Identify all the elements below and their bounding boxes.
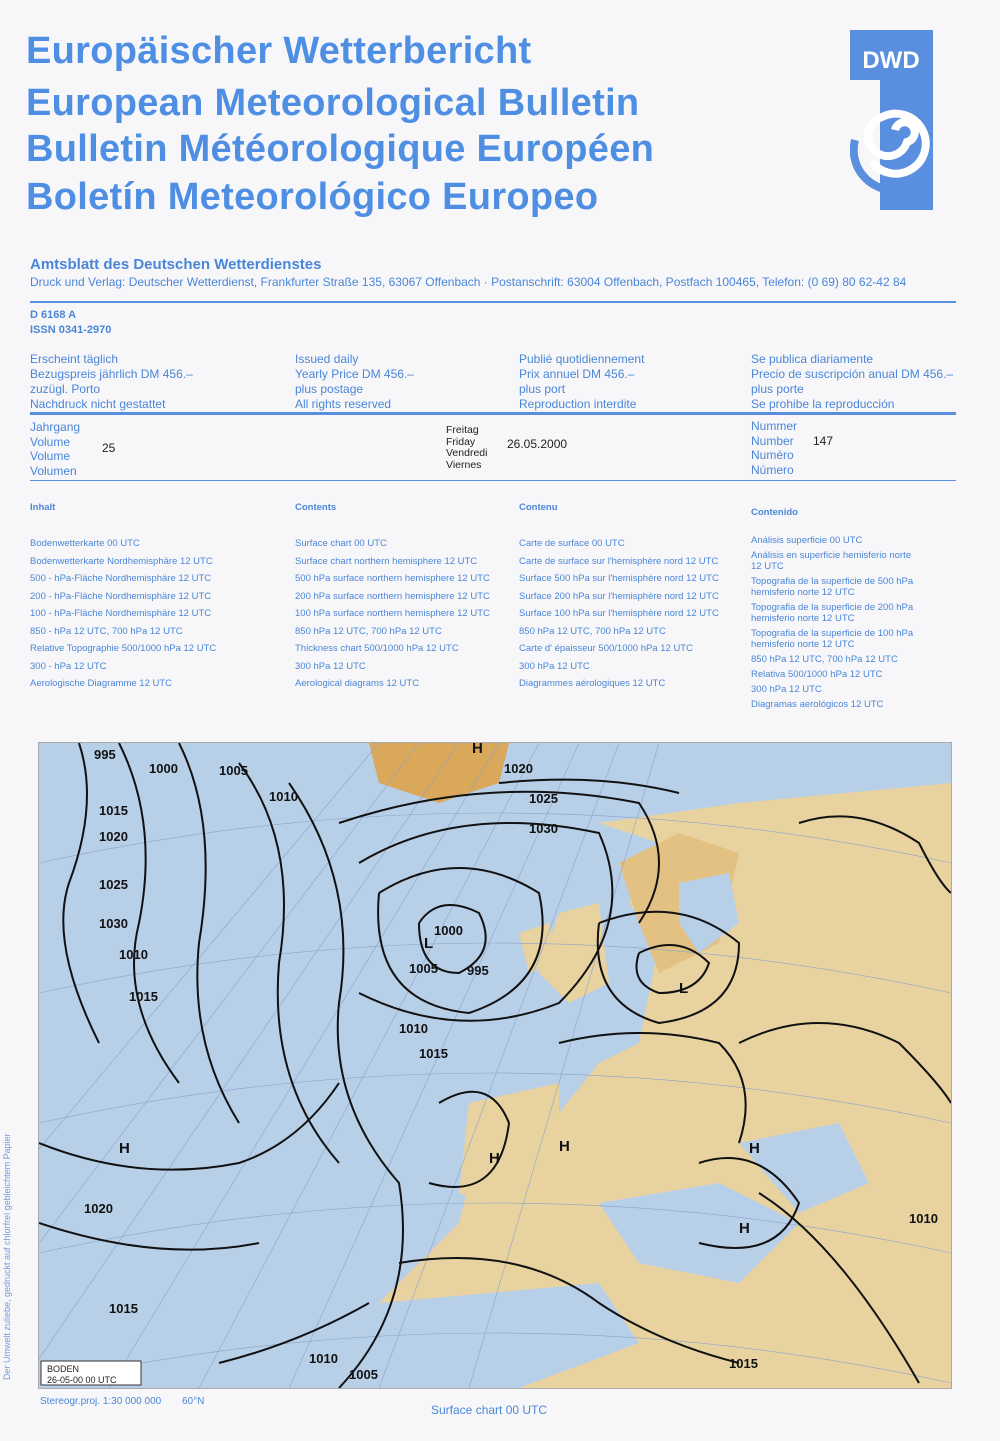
contents-item: 500 - hPa-Fläche Nordhemisphäre 12 UTC: [30, 573, 212, 584]
contents-item: 300 hPa 12 UTC: [751, 684, 822, 695]
issn: ISSN 0341-2970: [30, 324, 112, 336]
label: Volume: [30, 434, 71, 449]
pressure-center: L: [424, 935, 434, 952]
side-note: Der Umwelt zuliebe, gedruckt auf chlorfrei gebleichtem Papier: [2, 1133, 12, 1380]
contents-item: Análisis superficie 00 UTC: [751, 535, 863, 546]
label: Friday: [446, 435, 476, 448]
isobar-value: 1000: [434, 923, 463, 938]
date: 26.05.2000: [507, 437, 568, 451]
isobar-value: 1030: [99, 916, 128, 931]
info-line: Precio de suscripción anual DM 456.–: [751, 367, 954, 381]
contents-item: 850 hPa 12 UTC, 700 hPa 12 UTC: [751, 654, 898, 665]
isobar-value: 1015: [129, 989, 158, 1004]
isobar-value: 1025: [99, 877, 128, 892]
label: Freitag: [446, 424, 479, 436]
contents-item: 300 hPa 12 UTC: [519, 660, 590, 672]
contents-item: Relative Topographie 500/1000 hPa 12 UTC: [30, 643, 217, 654]
label: Number: [751, 433, 794, 448]
isobar-value: 1010: [269, 789, 298, 804]
info-line: Se prohibe la reproducción: [751, 397, 895, 411]
code: D 6168 A: [30, 309, 77, 321]
isobar-value: 1020: [504, 761, 533, 776]
contents-item: Surface 200 hPa sur l'hemisphère nord 12 UTC: [519, 590, 719, 602]
isobar-value: 1015: [99, 803, 128, 818]
info-line: Nachdruck nicht gestattet: [30, 397, 166, 411]
divider: [30, 301, 956, 303]
contents-item: 300 hPa 12 UTC: [295, 660, 366, 672]
latitude: 60°N: [182, 1396, 205, 1407]
isobar-value: 1010: [399, 1021, 428, 1036]
divider: [30, 480, 956, 481]
isobar-value: 1010: [909, 1211, 938, 1226]
contents-item: Topografia de la superficie de 200 hPa hemisferio norte 12 UTC: [751, 602, 914, 624]
pressure-center: H: [739, 1220, 750, 1237]
contents-heading: Contents: [295, 502, 337, 513]
label: Volume: [30, 449, 71, 463]
info-line: zuzügl. Porto: [30, 382, 101, 396]
contents-item: Carte d' épaisseur 500/1000 hPa 12 UTC: [519, 643, 693, 654]
stamp-line: 26-05-00 00 UTC: [47, 1375, 117, 1385]
isobar-value: 1010: [119, 947, 148, 962]
isobar-value: 1015: [419, 1046, 448, 1061]
contents-item: 200 hPa surface northern hemisphere 12 UTC: [295, 590, 490, 602]
title-de: Europäischer Wetterbericht: [26, 30, 532, 72]
isobar-value: 1005: [349, 1367, 378, 1382]
contents-item: 500 hPa surface northern hemisphere 12 UTC: [295, 573, 490, 584]
contents-item: Aerologische Diagramme 12 UTC: [30, 678, 173, 689]
isobar-value: 1005: [409, 961, 438, 976]
isobar-value: 1025: [529, 791, 558, 806]
contents-item: Diagrammes aérologiques 12 UTC: [519, 678, 666, 689]
number-labels: [751, 419, 797, 477]
label: Jahrgang: [30, 420, 81, 434]
title-fr: Bulletin Météorologique Européen: [26, 128, 655, 170]
isobar-value: 1020: [99, 829, 128, 844]
surface-weather-map: [38, 742, 952, 1389]
contents-list: [519, 535, 719, 693]
label: Numéro: [751, 448, 794, 462]
title-en: European Meteorological Bulletin: [26, 82, 640, 124]
stamp-line: BODEN: [47, 1364, 80, 1374]
isobar-value: 1015: [729, 1356, 758, 1371]
label: Nummer: [751, 419, 798, 433]
title-es: Boletín Meteorológico Europeo: [26, 176, 599, 218]
dwd-logo: [850, 30, 933, 210]
divider: [30, 412, 956, 415]
label: Viernes: [446, 458, 482, 471]
contents-item: 100 hPa surface northern hemisphere 12 UTC: [295, 608, 490, 619]
isobar-value: 995: [94, 747, 116, 762]
info-line: Publié quotidiennement: [519, 352, 645, 366]
label: Vendredi: [446, 447, 488, 459]
contents-item: Surface 500 hPa sur l'hemisphère nord 12 UTC: [519, 573, 719, 584]
info-line: Se publica diariamente: [751, 352, 874, 366]
info-line: Yearly Price DM 456.–: [295, 367, 414, 381]
contents-item: Carte de surface sur l'hemisphère nord 12 UTC: [519, 555, 719, 567]
contents-item: Topografia de la superficie de 500 hPa hemisferio norte 12 UTC: [751, 576, 914, 598]
contents-item: 850 hPa 12 UTC, 700 hPa 12 UTC: [519, 625, 666, 637]
isobar-value: 1020: [84, 1201, 113, 1216]
day-labels: [446, 425, 487, 471]
label: Volumen: [30, 463, 77, 478]
info-line: plus porte: [751, 382, 804, 396]
contents-item: Surface chart northern hemisphere 12 UTC: [295, 555, 478, 567]
pressure-center: L: [679, 980, 689, 997]
contents-item: Bodenwetterkarte 00 UTC: [30, 538, 140, 549]
contents-heading: Contenu: [519, 502, 558, 513]
isobar-value: 1015: [109, 1301, 138, 1316]
pressure-center: H: [559, 1138, 570, 1155]
volume-labels: [30, 420, 80, 478]
pressure-center: H: [472, 743, 483, 757]
contents-heading: Inhalt: [30, 502, 56, 513]
map-caption: Surface chart 00 UTC: [431, 1403, 548, 1417]
contents-list: [751, 535, 921, 714]
isobar-value: 995: [467, 963, 489, 978]
isobar-value: 1010: [309, 1351, 338, 1366]
info-line: plus postage: [295, 382, 364, 396]
projection: Stereogr.proj. 1:30 000 000: [40, 1396, 162, 1407]
contents-item: Relativa 500/1000 hPa 12 UTC: [751, 669, 883, 680]
contents-list: [295, 535, 490, 693]
number-value: 147: [813, 434, 834, 448]
contents-item: Diagramas aerológicos 12 UTC: [751, 699, 884, 710]
pressure-center: H: [119, 1140, 130, 1157]
contents-item: 850 hPa 12 UTC, 700 hPa 12 UTC: [295, 625, 442, 637]
volume-value: 25: [102, 441, 116, 455]
contents-item: Topografia de la superficie de 100 hPa hemisferio norte 12 UTC: [751, 628, 914, 650]
pressure-center: H: [749, 1140, 760, 1157]
logo-text: DWD: [862, 47, 920, 74]
contents-heading: Contenido: [751, 507, 798, 518]
contents-item: Bodenwetterkarte Nordhemisphäre 12 UTC: [30, 555, 213, 567]
publisher-info: Druck und Verlag: Deutscher Wetterdienst, Frankfurter Straße 135, 63067 Offenbach · Postanschrift: 63004 Offenbach, Postfach 100465, Telefon: (0 69) 80 62-42 84: [30, 275, 907, 289]
contents-item: Surface 100 hPa sur l'hemisphère nord 12 UTC: [519, 608, 719, 619]
isobar-value: 1005: [219, 763, 248, 778]
contents-item: Surface chart 00 UTC: [295, 538, 387, 549]
contents-item: 100 - hPa-Fläche Nordhemisphäre 12 UTC: [30, 608, 212, 619]
contents-item: 850 - hPa 12 UTC, 700 hPa 12 UTC: [30, 625, 183, 637]
label: Número: [751, 462, 794, 477]
info-line: All rights reserved: [295, 397, 392, 411]
info-line: plus port: [519, 382, 566, 396]
contents-item: 200 - hPa-Fläche Nordhemisphäre 12 UTC: [30, 590, 212, 602]
info-line: Prix annuel DM 456.–: [519, 367, 635, 381]
contents-item: Thickness chart 500/1000 hPa 12 UTC: [295, 643, 459, 654]
info-line: Erscheint täglich: [30, 352, 119, 366]
pressure-center: H: [489, 1150, 500, 1167]
info-line: Reproduction interdite: [519, 397, 637, 411]
contents-list: [30, 535, 216, 693]
isobar-value: 1030: [529, 821, 558, 836]
contents-item: Análisis en superficie hemisferio norte 12 UTC: [751, 550, 911, 572]
info-line: Issued daily: [295, 352, 359, 366]
contents-item: 300 - hPa 12 UTC: [30, 660, 107, 672]
contents-item: Aerological diagrams 12 UTC: [295, 678, 420, 689]
isobar-value: 1000: [149, 761, 178, 776]
subtitle: Amtsblatt des Deutschen Wetterdienstes: [30, 256, 322, 273]
contents-item: Carte de surface 00 UTC: [519, 538, 625, 549]
info-line: Bezugspreis jährlich DM 456.–: [30, 367, 193, 381]
